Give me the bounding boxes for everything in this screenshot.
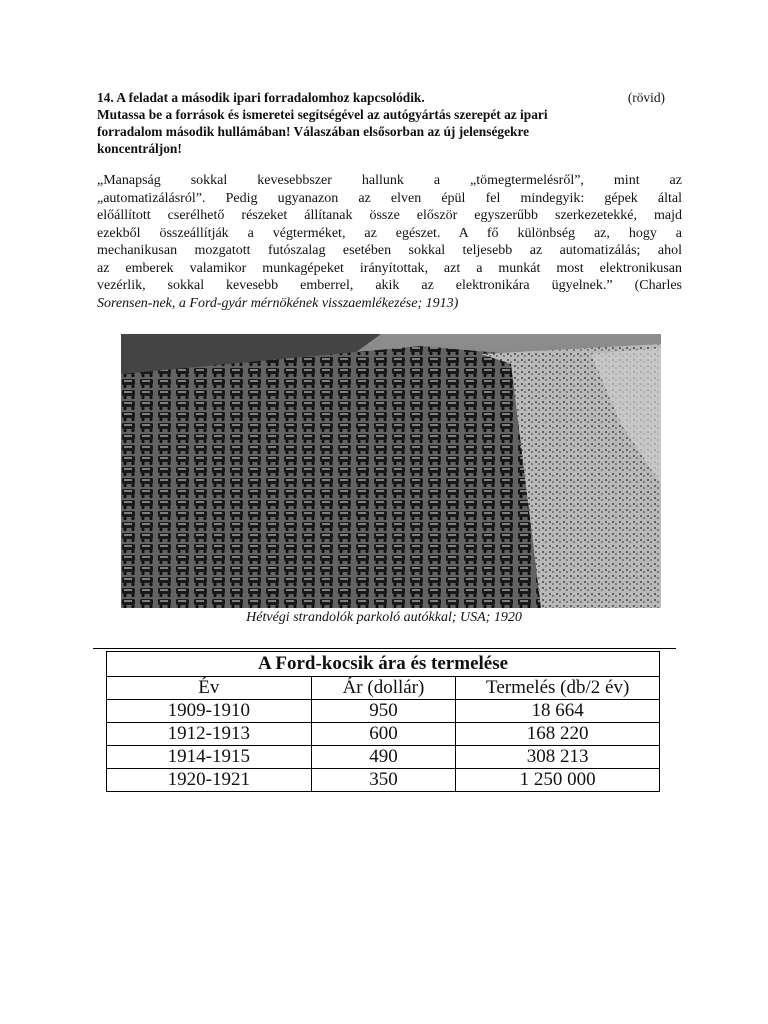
source-quote	[97, 172, 682, 312]
task-line: Mutassa be a források és ismeretei segítségével az autógyártás szerepét az ipari	[97, 107, 548, 122]
table-title: A Ford-kocsik ára és termelése	[107, 652, 660, 677]
table-row	[107, 723, 660, 746]
table-cell: 18 664	[456, 700, 660, 723]
task-instructions	[97, 106, 682, 157]
table-cell: 308 213	[456, 746, 660, 769]
task-heading-block	[97, 89, 669, 106]
quote-line: „Manapság sokkal kevesebbszer hallunk a „tömegtermelésről”, mint az	[97, 173, 682, 188]
beach-parking-photo	[121, 334, 661, 608]
table-row	[107, 746, 660, 769]
photo-caption: Hétvégi strandolók parkoló autókkal; USA; 1920	[246, 610, 522, 625]
task-line: forradalom második hullámában! Válaszában elsősorban az új jelenségekre	[97, 124, 530, 139]
task-heading: 14. A feladat a második ipari forradalomhoz kapcsolódik.	[97, 90, 425, 105]
table-cell: 350	[311, 769, 456, 792]
ford-table-block	[106, 651, 660, 792]
table-cell: 1909-1910	[107, 700, 312, 723]
column-header: Év	[107, 677, 312, 700]
table-title-row	[107, 652, 660, 677]
horizontal-rule	[93, 648, 676, 649]
column-header: Termelés (db/2 év)	[456, 677, 660, 700]
task-line: koncentráljon!	[97, 141, 182, 156]
quote-line: az emberek valamikor munkagépeket irányítottak, azt a munkát most elektronikusan	[97, 260, 682, 276]
quote-line: vezérlik, sokkal kevesebb emberrel, akik az elektronikára ügyelnek.” (Charles	[97, 278, 682, 293]
task-tag: (rövid)	[627, 90, 665, 105]
column-header: Ár (dollár)	[311, 677, 456, 700]
quote-line: előállított cserélhető részeket állítanak össze először egyszerűbb szerkezetekké, majd	[97, 208, 682, 223]
table-row	[107, 769, 660, 792]
table-cell: 950	[311, 700, 456, 723]
table-cell: 168 220	[456, 723, 660, 746]
photo-tint	[121, 334, 661, 608]
quote-line: ezekből összeállítják a végterméket, az egészet. A fő különbség az, hogy a	[97, 225, 682, 241]
table-cell: 600	[311, 723, 456, 746]
photo-illustration	[121, 334, 661, 608]
table-cell: 490	[311, 746, 456, 769]
ford-price-production-table	[106, 651, 660, 792]
table-cell: 1 250 000	[456, 769, 660, 792]
quote-line: mechanikusan mozgatott futószalag esetében sokkal teljesebb az automatizálás; ahol	[97, 243, 682, 258]
table-header-row	[107, 677, 660, 700]
quote-line: „automatizálásról”. Pedig ugyanazon az elven épül fel mindegyik: gépek által	[97, 190, 682, 206]
table-cell: 1920-1921	[107, 769, 312, 792]
table-cell: 1912-1913	[107, 723, 312, 746]
table-cell: 1914-1915	[107, 746, 312, 769]
quote-source: Sorensen-nek, a Ford-gyár mérnökének visszaemlékezése; 1913)	[97, 295, 459, 311]
table-row	[107, 700, 660, 723]
